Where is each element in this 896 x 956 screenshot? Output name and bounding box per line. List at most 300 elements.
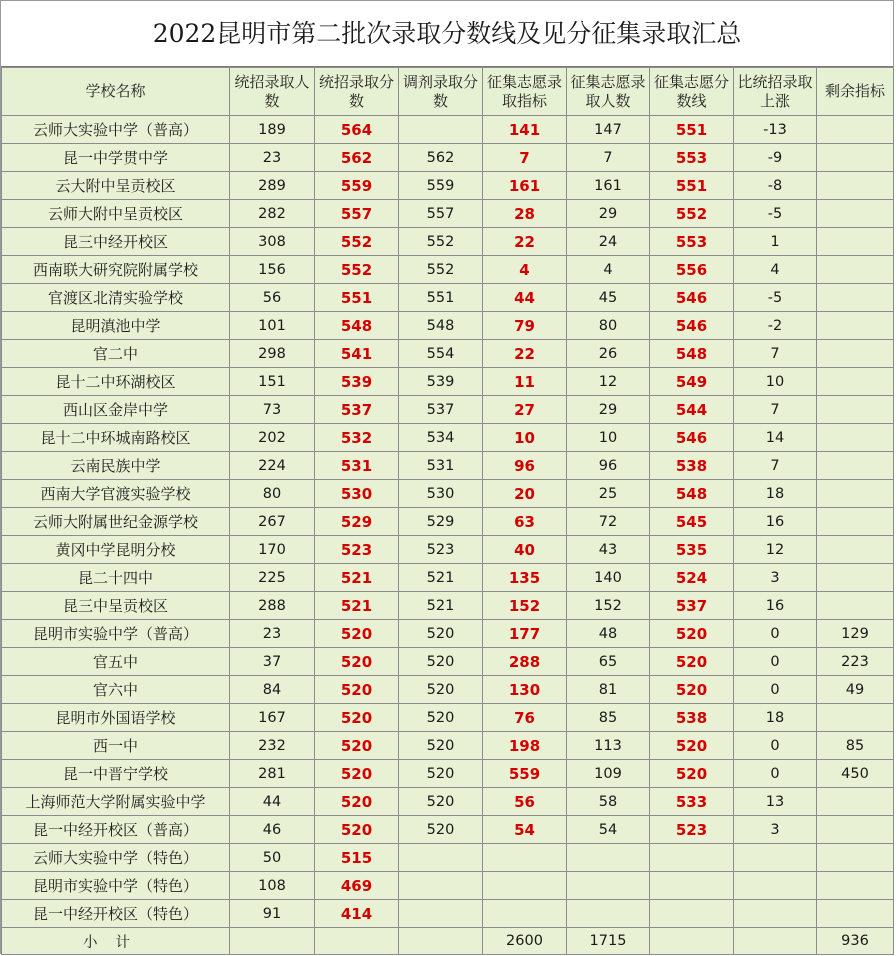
- cell-school-name: 昆明市实验中学（普高）: [2, 620, 230, 648]
- cell-regular-score: 557: [315, 200, 399, 228]
- cell-collect-quota: 4: [483, 256, 567, 284]
- cell-collect-enrolled: 25: [567, 480, 650, 508]
- cell-score-rise: 16: [734, 592, 817, 620]
- cell-adjust-score: 537: [399, 396, 483, 424]
- cell-score-rise: 0: [734, 648, 817, 676]
- cell-score-rise: 18: [734, 704, 817, 732]
- cell-school-name: 昆明市实验中学（特色）: [2, 872, 230, 900]
- total-cell: [734, 928, 817, 955]
- cell-collect-enrolled: 58: [567, 788, 650, 816]
- cell-regular-score: 551: [315, 284, 399, 312]
- cell-score-rise: 7: [734, 340, 817, 368]
- cell-school-name: 昆明市外国语学校: [2, 704, 230, 732]
- cell-collect-score: 548: [650, 340, 734, 368]
- cell-adjust-score: 523: [399, 536, 483, 564]
- cell-regular-score: 552: [315, 228, 399, 256]
- cell-regular-enrolled: 308: [230, 228, 315, 256]
- cell-school-name: 云师大附中呈贡校区: [2, 200, 230, 228]
- table-row: [2, 844, 894, 872]
- cell-remaining: [817, 564, 894, 592]
- cell-remaining: [817, 256, 894, 284]
- cell-collect-enrolled: 72: [567, 508, 650, 536]
- cell-regular-enrolled: 202: [230, 424, 315, 452]
- header-regular-score: 统招录取分数: [315, 68, 399, 116]
- cell-score-rise: [734, 900, 817, 928]
- cell-regular-score: 469: [315, 872, 399, 900]
- cell-score-rise: 18: [734, 480, 817, 508]
- cell-remaining: [817, 900, 894, 928]
- cell-score-rise: -5: [734, 284, 817, 312]
- cell-remaining: [817, 424, 894, 452]
- total-row: [2, 928, 894, 955]
- total-cell: [399, 928, 483, 955]
- cell-regular-enrolled: 56: [230, 284, 315, 312]
- total-remaining: 936: [817, 928, 894, 955]
- cell-collect-enrolled: 45: [567, 284, 650, 312]
- total-cell: [315, 928, 399, 955]
- header-remaining: 剩余指标: [817, 68, 894, 116]
- cell-remaining: [817, 452, 894, 480]
- table-row: [2, 116, 894, 144]
- cell-regular-enrolled: 73: [230, 396, 315, 424]
- header-collect-quota: 征集志愿录取指标: [483, 68, 567, 116]
- admission-table: [1, 67, 894, 955]
- cell-collect-score: 546: [650, 312, 734, 340]
- table-row: [2, 256, 894, 284]
- cell-regular-score: 520: [315, 676, 399, 704]
- cell-adjust-score: 520: [399, 676, 483, 704]
- cell-collect-enrolled: 4: [567, 256, 650, 284]
- cell-remaining: [817, 480, 894, 508]
- cell-score-rise: 14: [734, 424, 817, 452]
- cell-remaining: [817, 228, 894, 256]
- cell-collect-quota: 22: [483, 340, 567, 368]
- cell-school-name: 昆十二中环湖校区: [2, 368, 230, 396]
- cell-adjust-score: 548: [399, 312, 483, 340]
- cell-adjust-score: 520: [399, 816, 483, 844]
- cell-regular-enrolled: 281: [230, 760, 315, 788]
- cell-collect-quota: 40: [483, 536, 567, 564]
- cell-remaining: [817, 592, 894, 620]
- table-row: [2, 284, 894, 312]
- cell-collect-score: 533: [650, 788, 734, 816]
- cell-collect-quota: 20: [483, 480, 567, 508]
- cell-regular-enrolled: 288: [230, 592, 315, 620]
- cell-adjust-score: 559: [399, 172, 483, 200]
- cell-collect-quota: 79: [483, 312, 567, 340]
- table-row: [2, 732, 894, 760]
- cell-remaining: [817, 872, 894, 900]
- cell-collect-quota: 11: [483, 368, 567, 396]
- cell-score-rise: 10: [734, 368, 817, 396]
- cell-collect-score: 556: [650, 256, 734, 284]
- cell-school-name: 云师大实验中学（特色）: [2, 844, 230, 872]
- cell-adjust-score: 520: [399, 704, 483, 732]
- cell-score-rise: 7: [734, 452, 817, 480]
- cell-adjust-score: 520: [399, 620, 483, 648]
- cell-adjust-score: 520: [399, 760, 483, 788]
- table-row: [2, 480, 894, 508]
- cell-collect-quota: 198: [483, 732, 567, 760]
- cell-adjust-score: 539: [399, 368, 483, 396]
- header-collect-enrolled: 征集志愿录取人数: [567, 68, 650, 116]
- table-row: [2, 900, 894, 928]
- total-cell: [230, 928, 315, 955]
- cell-collect-score: 544: [650, 396, 734, 424]
- cell-adjust-score: 521: [399, 592, 483, 620]
- cell-score-rise: 7: [734, 396, 817, 424]
- cell-collect-score: 520: [650, 760, 734, 788]
- cell-regular-score: 520: [315, 620, 399, 648]
- cell-school-name: 昆二十四中: [2, 564, 230, 592]
- cell-remaining: [817, 704, 894, 732]
- cell-collect-enrolled: 12: [567, 368, 650, 396]
- cell-adjust-score: [399, 872, 483, 900]
- table-row: [2, 340, 894, 368]
- cell-remaining: 223: [817, 648, 894, 676]
- cell-regular-enrolled: 167: [230, 704, 315, 732]
- table-row: [2, 172, 894, 200]
- cell-adjust-score: 554: [399, 340, 483, 368]
- cell-collect-quota: [483, 872, 567, 900]
- cell-remaining: 450: [817, 760, 894, 788]
- cell-collect-score: 553: [650, 228, 734, 256]
- cell-score-rise: -8: [734, 172, 817, 200]
- header-score-rise: 比统招录取上涨: [734, 68, 817, 116]
- cell-regular-enrolled: 267: [230, 508, 315, 536]
- cell-score-rise: 0: [734, 676, 817, 704]
- table-row: [2, 200, 894, 228]
- table-row: [2, 424, 894, 452]
- cell-school-name: 云师大附属世纪金源学校: [2, 508, 230, 536]
- cell-collect-enrolled: 152: [567, 592, 650, 620]
- cell-score-rise: 12: [734, 536, 817, 564]
- table-row: [2, 368, 894, 396]
- cell-collect-quota: 28: [483, 200, 567, 228]
- cell-regular-score: 520: [315, 760, 399, 788]
- total-cell: [650, 928, 734, 955]
- cell-collect-enrolled: 113: [567, 732, 650, 760]
- cell-score-rise: 16: [734, 508, 817, 536]
- cell-score-rise: 0: [734, 620, 817, 648]
- cell-adjust-score: [399, 116, 483, 144]
- cell-collect-enrolled: 48: [567, 620, 650, 648]
- cell-collect-score: 549: [650, 368, 734, 396]
- table-body: [2, 116, 894, 928]
- cell-regular-score: 414: [315, 900, 399, 928]
- cell-collect-quota: 152: [483, 592, 567, 620]
- cell-regular-score: 531: [315, 452, 399, 480]
- cell-school-name: 西南联大研究院附属学校: [2, 256, 230, 284]
- cell-regular-enrolled: 50: [230, 844, 315, 872]
- cell-collect-quota: 161: [483, 172, 567, 200]
- cell-regular-score: 520: [315, 816, 399, 844]
- cell-regular-enrolled: 298: [230, 340, 315, 368]
- cell-school-name: 昆一中晋宁学校: [2, 760, 230, 788]
- cell-adjust-score: 562: [399, 144, 483, 172]
- cell-collect-enrolled: 43: [567, 536, 650, 564]
- cell-regular-score: 559: [315, 172, 399, 200]
- cell-regular-enrolled: 151: [230, 368, 315, 396]
- cell-score-rise: -13: [734, 116, 817, 144]
- cell-adjust-score: [399, 844, 483, 872]
- table-row: [2, 592, 894, 620]
- table-row: [2, 452, 894, 480]
- cell-adjust-score: 552: [399, 228, 483, 256]
- cell-collect-quota: 288: [483, 648, 567, 676]
- cell-collect-enrolled: 29: [567, 396, 650, 424]
- cell-adjust-score: 551: [399, 284, 483, 312]
- header-collect-score: 征集志愿分数线: [650, 68, 734, 116]
- cell-regular-score: 532: [315, 424, 399, 452]
- cell-school-name: 云南民族中学: [2, 452, 230, 480]
- cell-adjust-score: 557: [399, 200, 483, 228]
- cell-remaining: [817, 816, 894, 844]
- cell-collect-score: 520: [650, 676, 734, 704]
- cell-score-rise: 3: [734, 816, 817, 844]
- total-collect-quota: 2600: [483, 928, 567, 955]
- cell-collect-score: 537: [650, 592, 734, 620]
- cell-adjust-score: 521: [399, 564, 483, 592]
- cell-score-rise: 0: [734, 760, 817, 788]
- cell-remaining: 85: [817, 732, 894, 760]
- cell-school-name: 昆一中经开校区（普高）: [2, 816, 230, 844]
- total-label-text: 小计: [83, 934, 148, 951]
- table-row: [2, 648, 894, 676]
- cell-collect-score: 551: [650, 116, 734, 144]
- cell-collect-enrolled: 85: [567, 704, 650, 732]
- cell-school-name: 上海师范大学附属实验中学: [2, 788, 230, 816]
- cell-collect-quota: 27: [483, 396, 567, 424]
- cell-score-rise: 4: [734, 256, 817, 284]
- cell-remaining: [817, 536, 894, 564]
- cell-score-rise: 0: [734, 732, 817, 760]
- cell-school-name: 昆三中呈贡校区: [2, 592, 230, 620]
- table-row: [2, 228, 894, 256]
- cell-school-name: 官渡区北清实验学校: [2, 284, 230, 312]
- cell-regular-score: 520: [315, 732, 399, 760]
- cell-adjust-score: [399, 900, 483, 928]
- cell-adjust-score: 520: [399, 788, 483, 816]
- cell-remaining: [817, 396, 894, 424]
- cell-regular-score: 521: [315, 564, 399, 592]
- cell-school-name: 昆三中经开校区: [2, 228, 230, 256]
- cell-collect-enrolled: 65: [567, 648, 650, 676]
- cell-collect-enrolled: [567, 844, 650, 872]
- cell-score-rise: 13: [734, 788, 817, 816]
- cell-regular-score: 530: [315, 480, 399, 508]
- cell-regular-enrolled: 44: [230, 788, 315, 816]
- cell-adjust-score: 531: [399, 452, 483, 480]
- cell-regular-score: 552: [315, 256, 399, 284]
- cell-regular-score: 537: [315, 396, 399, 424]
- cell-remaining: 49: [817, 676, 894, 704]
- cell-school-name: 昆明滇池中学: [2, 312, 230, 340]
- cell-school-name: 西南大学官渡实验学校: [2, 480, 230, 508]
- cell-adjust-score: 520: [399, 648, 483, 676]
- cell-regular-score: 523: [315, 536, 399, 564]
- cell-collect-score: 535: [650, 536, 734, 564]
- cell-remaining: [817, 340, 894, 368]
- cell-remaining: [817, 200, 894, 228]
- cell-remaining: [817, 508, 894, 536]
- cell-regular-score: 520: [315, 648, 399, 676]
- cell-remaining: [817, 284, 894, 312]
- cell-collect-score: 538: [650, 452, 734, 480]
- cell-adjust-score: 529: [399, 508, 483, 536]
- cell-collect-enrolled: 147: [567, 116, 650, 144]
- cell-regular-enrolled: 232: [230, 732, 315, 760]
- cell-school-name: 西一中: [2, 732, 230, 760]
- cell-collect-score: 548: [650, 480, 734, 508]
- cell-school-name: 官二中: [2, 340, 230, 368]
- table-row: [2, 536, 894, 564]
- cell-school-name: 西山区金岸中学: [2, 396, 230, 424]
- table-row: [2, 676, 894, 704]
- cell-collect-enrolled: 54: [567, 816, 650, 844]
- total-label: [2, 928, 230, 955]
- cell-regular-enrolled: 46: [230, 816, 315, 844]
- cell-collect-score: 520: [650, 732, 734, 760]
- cell-school-name: 昆一中学贯中学: [2, 144, 230, 172]
- cell-collect-enrolled: [567, 872, 650, 900]
- cell-collect-score: 538: [650, 704, 734, 732]
- cell-school-name: 官六中: [2, 676, 230, 704]
- cell-collect-enrolled: 140: [567, 564, 650, 592]
- cell-collect-quota: [483, 844, 567, 872]
- cell-regular-score: 541: [315, 340, 399, 368]
- cell-remaining: [817, 368, 894, 396]
- cell-collect-quota: 135: [483, 564, 567, 592]
- cell-score-rise: 1: [734, 228, 817, 256]
- cell-collect-quota: 22: [483, 228, 567, 256]
- header-regular-enrolled: 统招录取人数: [230, 68, 315, 116]
- cell-collect-score: 552: [650, 200, 734, 228]
- cell-collect-score: 523: [650, 816, 734, 844]
- cell-regular-enrolled: 84: [230, 676, 315, 704]
- cell-collect-enrolled: 24: [567, 228, 650, 256]
- cell-adjust-score: 534: [399, 424, 483, 452]
- cell-collect-quota: 76: [483, 704, 567, 732]
- cell-regular-enrolled: 91: [230, 900, 315, 928]
- cell-collect-score: [650, 872, 734, 900]
- header-school-name: 学校名称: [2, 68, 230, 116]
- cell-score-rise: -9: [734, 144, 817, 172]
- cell-regular-score: 539: [315, 368, 399, 396]
- cell-collect-score: 553: [650, 144, 734, 172]
- cell-collect-score: 524: [650, 564, 734, 592]
- cell-score-rise: [734, 872, 817, 900]
- cell-adjust-score: 520: [399, 732, 483, 760]
- cell-collect-score: 520: [650, 620, 734, 648]
- cell-collect-quota: 44: [483, 284, 567, 312]
- cell-collect-enrolled: 109: [567, 760, 650, 788]
- cell-regular-enrolled: 170: [230, 536, 315, 564]
- cell-score-rise: -2: [734, 312, 817, 340]
- cell-school-name: 昆十二中环城南路校区: [2, 424, 230, 452]
- cell-collect-quota: 7: [483, 144, 567, 172]
- cell-regular-score: 521: [315, 592, 399, 620]
- cell-remaining: [817, 312, 894, 340]
- cell-regular-enrolled: 23: [230, 620, 315, 648]
- cell-collect-quota: [483, 900, 567, 928]
- cell-regular-enrolled: 37: [230, 648, 315, 676]
- cell-collect-score: 546: [650, 284, 734, 312]
- cell-remaining: [817, 144, 894, 172]
- cell-regular-score: 564: [315, 116, 399, 144]
- cell-collect-quota: 56: [483, 788, 567, 816]
- cell-collect-quota: 96: [483, 452, 567, 480]
- cell-regular-enrolled: 80: [230, 480, 315, 508]
- header-row: [2, 68, 894, 116]
- total-collect-enrolled: 1715: [567, 928, 650, 955]
- table-row: [2, 564, 894, 592]
- cell-school-name: 云大附中呈贡校区: [2, 172, 230, 200]
- cell-regular-score: 529: [315, 508, 399, 536]
- cell-regular-enrolled: 225: [230, 564, 315, 592]
- table-row: [2, 144, 894, 172]
- table-row: [2, 760, 894, 788]
- cell-regular-enrolled: 224: [230, 452, 315, 480]
- cell-school-name: 官五中: [2, 648, 230, 676]
- cell-collect-score: 551: [650, 172, 734, 200]
- cell-collect-quota: 559: [483, 760, 567, 788]
- cell-regular-score: 562: [315, 144, 399, 172]
- cell-school-name: 黄冈中学昆明分校: [2, 536, 230, 564]
- cell-remaining: [817, 172, 894, 200]
- cell-regular-enrolled: 108: [230, 872, 315, 900]
- cell-regular-score: 520: [315, 788, 399, 816]
- cell-collect-enrolled: [567, 900, 650, 928]
- header-adjust-score: 调剂录取分数: [399, 68, 483, 116]
- table-row: [2, 872, 894, 900]
- cell-collect-enrolled: 161: [567, 172, 650, 200]
- cell-score-rise: -5: [734, 200, 817, 228]
- cell-collect-score: [650, 900, 734, 928]
- cell-collect-enrolled: 29: [567, 200, 650, 228]
- table-row: [2, 704, 894, 732]
- cell-collect-score: [650, 844, 734, 872]
- cell-collect-quota: 141: [483, 116, 567, 144]
- cell-collect-score: 546: [650, 424, 734, 452]
- cell-collect-quota: 63: [483, 508, 567, 536]
- cell-adjust-score: 530: [399, 480, 483, 508]
- cell-collect-enrolled: 80: [567, 312, 650, 340]
- cell-regular-score: 515: [315, 844, 399, 872]
- cell-regular-enrolled: 289: [230, 172, 315, 200]
- cell-regular-enrolled: 101: [230, 312, 315, 340]
- cell-regular-enrolled: 23: [230, 144, 315, 172]
- cell-score-rise: [734, 844, 817, 872]
- cell-collect-score: 520: [650, 648, 734, 676]
- cell-collect-enrolled: 26: [567, 340, 650, 368]
- table-row: [2, 816, 894, 844]
- cell-score-rise: 3: [734, 564, 817, 592]
- cell-remaining: [817, 844, 894, 872]
- cell-remaining: [817, 116, 894, 144]
- cell-remaining: 129: [817, 620, 894, 648]
- table-row: [2, 620, 894, 648]
- cell-remaining: [817, 788, 894, 816]
- cell-collect-quota: 10: [483, 424, 567, 452]
- table-row: [2, 508, 894, 536]
- cell-adjust-score: 552: [399, 256, 483, 284]
- cell-school-name: 云师大实验中学（普高）: [2, 116, 230, 144]
- cell-collect-quota: 177: [483, 620, 567, 648]
- cell-school-name: 昆一中经开校区（特色）: [2, 900, 230, 928]
- cell-collect-enrolled: 10: [567, 424, 650, 452]
- cell-regular-score: 520: [315, 704, 399, 732]
